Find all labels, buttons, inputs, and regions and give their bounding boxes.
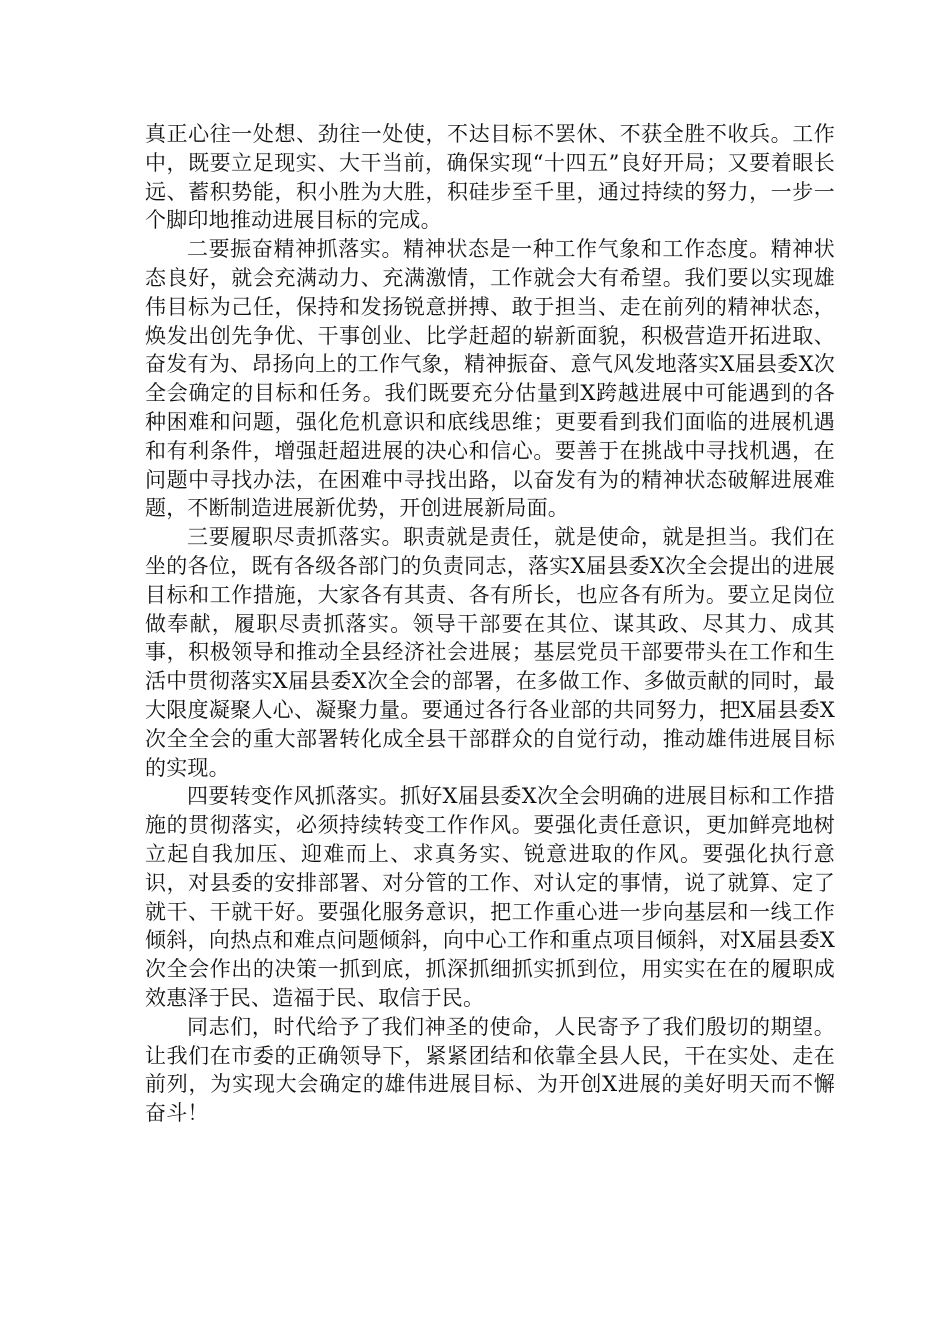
paragraph-1: 真正心往一处想、劲往一处使，不达目标不罢休、不获全胜不收兵。工作中，既要立足现实、大干当前，确保实现“十四五”良好开局；又要着眼长远、蓄积势能，积小胜为大胜，积硅步至千里，通过持续的努力，一步一个脚印地推动进展目标的完成。 bbox=[145, 122, 835, 233]
paragraph-5: 同志们，时代给予了我们神圣的使命，人民寄予了我们殷切的期望。让我们在市委的正确领导下，紧紧团结和依靠全县人民，干在实处、走在前列，为实现大会确定的雄伟进展目标、为开创X进展的美好明天而不懈奋斗！ bbox=[145, 1014, 835, 1126]
paragraph-3: 三要履职尽责抓落实。职责就是责任，就是使命，就是担当。我们在坐的各位，既有各级各部门的负责同志，落实X届县委X次全会提出的进展目标和工作措施，大家各有其责、各有所长，也应各有所为。要立足岗位做奉献，履职尽责抓落实。领导干部要在其位、谋其政、尽其力、成其事，积极领导和推动全县经济社会进展；基层党员干部要带头在工作和生活中贯彻落实X届县委X次全会的部署，在多做工作、多做贡献的同时，最大限度凝聚人心、凝聚力量。要通过各行各业部的共同努力，把X届县委X次全全会的重大部署转化成全县干部群众的自觉行动，推动雄伟进展目标的实现。 bbox=[145, 525, 835, 780]
document-body bbox=[145, 120, 835, 1128]
paragraph-2: 二要振奋精神抓落实。精神状态是一种工作气象和工作态度。精神状态良好，就会充满动力、充满激情，工作就会大有希望。我们要以实现雄伟目标为己任，保持和发扬锐意拼搏、敢于担当、走在前列的精神状态，焕发出创先争优、干事创业、比学赶超的崭新面貌，积极营造开拓进取、奋发有为、昂扬向上的工作气象，精神振奋、意气风发地落实X届县委X次全会确定的目标和任务。我们既要充分估量到X跨越进展中可能遇到的各种困难和问题，强化危机意识和底线思维；更要看到我们面临的进展机遇和有利条件，增强赶超进展的决心和信心。要善于在挑战中寻找机遇，在问题中寻找办法，在困难中寻找出路，以奋发有为的精神状态破解进展难题，不断制造进展新优势，开创进展新局面。 bbox=[145, 237, 835, 521]
paragraph-4: 四要转变作风抓落实。抓好X届县委X次全会明确的进展目标和工作措施的贯彻落实，必须持续转变工作作风。要强化责任意识，更加鲜亮地树立起自我加压、迎难而上、求真务实、锐意进取的作风。要强化执行意识，对县委的安排部署、对分管的工作、对认定的事情，说了就算、定了就干、干就干好。要强化服务意识，把工作重心进一步向基层和一线工作倾斜，向热点和难点问题倾斜，向中心工作和重点项目倾斜，对X届县委X次全会作出的决策一抓到底，抓深抓细抓实抓到位，用实实在在的履职成效惠泽于民、造福于民、取信于民。 bbox=[145, 784, 835, 1010]
